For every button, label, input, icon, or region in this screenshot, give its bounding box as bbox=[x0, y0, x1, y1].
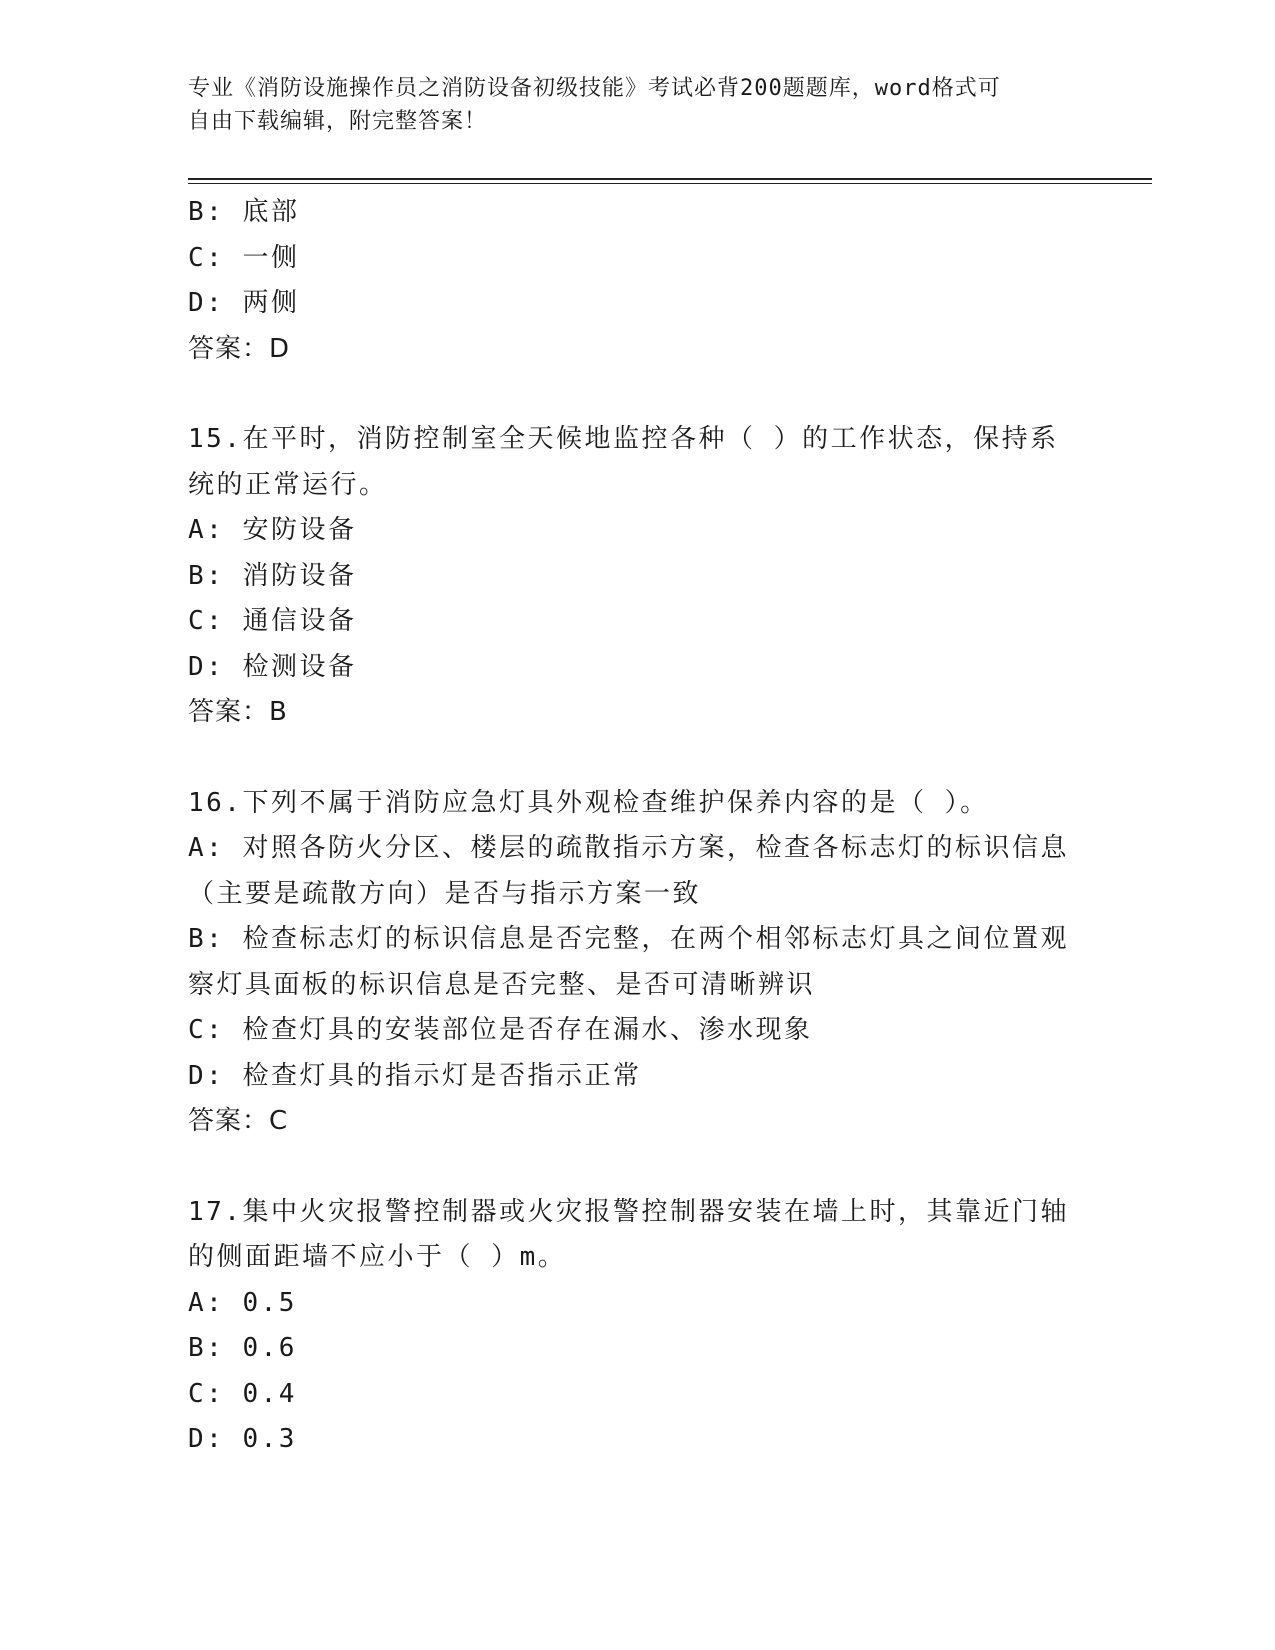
spacer bbox=[188, 1145, 1088, 1190]
option-c: C: 一侧 bbox=[188, 242, 300, 273]
header-title-line-1: 专业《消防设施操作员之消防设备初级技能》考试必背200题题库，word格式可 bbox=[188, 76, 1001, 101]
option-b: B: 0.6 bbox=[188, 1333, 297, 1363]
spacer bbox=[188, 736, 1088, 781]
answer-line: 答案：D bbox=[188, 333, 291, 364]
option-d: D: 检测设备 bbox=[188, 651, 357, 682]
option-a-line-1: A: 对照各防火分区、楼层的疏散指示方案，检查各标志灯的标识信息 bbox=[188, 833, 1069, 863]
option-b-line-1: B: 检查标志灯的标识信息是否完整，在两个相邻标志灯具之间位置观 bbox=[188, 924, 1069, 954]
question-stem-line-2: 统的正常运行。 bbox=[188, 469, 388, 500]
option-c: C: 0.4 bbox=[188, 1378, 297, 1409]
option-c: C: 检查灯具的安装部位是否存在漏水、渗水现象 bbox=[188, 1015, 813, 1045]
question-block-15 bbox=[188, 417, 1088, 736]
option-c: C: 通信设备 bbox=[188, 606, 357, 636]
option-a: A: 安防设备 bbox=[188, 515, 357, 545]
option-d: D: 两侧 bbox=[188, 288, 300, 318]
question-stem-line-1: 15.在平时，消防控制室全天候地监控各种（ ）的工作状态，保持系 bbox=[188, 424, 1059, 454]
question-block-16 bbox=[188, 781, 1088, 1145]
option-b: B: 消防设备 bbox=[188, 560, 357, 591]
question-block-14 bbox=[188, 190, 1088, 372]
header-divider-thick bbox=[188, 178, 1152, 180]
question-stem-line-1: 16.下列不属于消防应急灯具外观检查维护保养内容的是（ ）。 bbox=[188, 787, 989, 818]
option-d: D: 0.3 bbox=[188, 1424, 297, 1454]
option-d: D: 检查灯具的指示灯是否指示正常 bbox=[188, 1060, 642, 1091]
option-b-line-2: 察灯具面板的标识信息是否完整、是否可清晰辨识 bbox=[188, 969, 816, 1000]
question-list bbox=[188, 190, 1088, 1463]
question-block-17 bbox=[188, 1190, 1088, 1463]
question-stem-line-1: 17.集中火灾报警控制器或火灾报警控制器安装在墙上时，其靠近门轴 bbox=[188, 1196, 1069, 1227]
header-divider-thin bbox=[188, 183, 1152, 184]
spacer bbox=[188, 372, 1088, 417]
answer-line: 答案：C bbox=[188, 1106, 289, 1136]
question-stem-line-2: 的侧面距墙不应小于（ ）m。 bbox=[188, 1242, 567, 1272]
option-a: A: 0.5 bbox=[188, 1287, 297, 1318]
header-title-line-2: 自由下载编辑，附完整答案！ bbox=[188, 109, 488, 134]
option-a-line-2: （主要是疏散方向）是否与指示方案一致 bbox=[188, 878, 702, 909]
document-header bbox=[188, 72, 1068, 138]
answer-line: 答案：B bbox=[188, 697, 288, 727]
option-b: B: 底部 bbox=[188, 197, 300, 227]
